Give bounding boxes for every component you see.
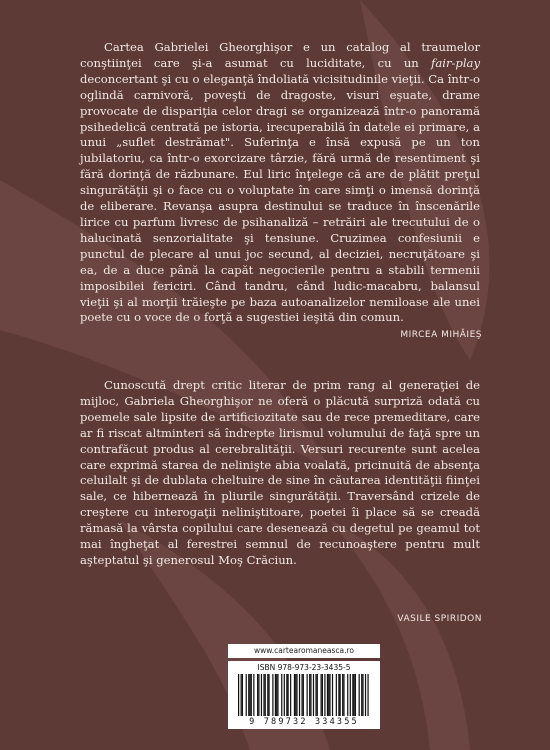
review-paragraph: [80, 40, 480, 326]
review-text-part: Cartea Gabrielei Gheorghişor e un catalog al traumelor conştiinţei care şi-a asumat cu luciditate, cu un: [80, 40, 480, 70]
isbn-label: ISBN 978-973-23-3435-5: [257, 663, 351, 672]
review-mihaies: [80, 40, 480, 326]
review-author-mihaies: MIRCEA MIHĂIEŞ: [400, 330, 482, 340]
review-spiridon: [80, 378, 480, 569]
review-text-part: deconcertant şi cu o eleganţă îndoliată vicisitudinile vieţii. Ca într-o oglindă carnivoră, poveşti de dragoste, visuri eşuate, drame provocate de dispariţia celor dragi se organizează într-o panoramă psihedelică centrată pe istoria, irecuperabilă în datele ei primare, a unui „suflet destrămat". Suferinţa e însă expusă pe un ton jubilatoriu, ca într-o exorcizare târzie, fără urmă de resentiment şi fără dorinţă de răzbunare. Eul liric înţelege că are de plătit preţul singurătăţii şi o face cu o voluptate în care simţi o imensă dorinţă de eliberare. Revanşa asupra destinului se traduce în înscenările lirice cu parfum livresc de psihanaliză – retrăiri ale trecutului de o halucinată senzorialitate şi tensiune. Cruzimea confesiunii e punctul de plecare al unui joc secund, al deciziei, necruţătoare şi ea, de a duce până la capăt negocierile pentru a stabili termenii imposibilei fericiri. Când tandru, când ludic-macabru, balansul vieţii şi al morţii trăieşte pe baza autoanalizelor nemiloase ale unei poete cu o voce de o forţă a sugestiei ieşită din comun.: [80, 71, 480, 325]
review-text-italic: fair-play: [431, 55, 480, 70]
barcode-icon: [238, 674, 370, 716]
review-author-spiridon: VASILE SPIRIDON: [397, 614, 482, 624]
barcode-digits: 9 789732 334355: [249, 717, 359, 727]
review-paragraph: Cunoscută drept critic literar de prim rang al generaţiei de mijloc, Gabriela Gheorghişor ne oferă o plăcută surpriză odată cu poemele sale lipsite de artificiozitate sau de rece premeditare, care ar fi riscat altminteri să îndrepte lirismul volumului de faţă spre un contrafăcut produs al cerebralităţii. Versuri recurente sunt acelea care exprimă starea de nelinişte abia voalată, pricinuită de absenţa celuilalt şi de dublata cheltuire de sine în căutarea identităţii fiinţei sale, ce hibernează în pliurile singurătăţii. Traversând crizele de creştere cu interogaţii neliniştitoare, poetei îi place să se creadă rămasă la vârsta copilului care desenează cu degetul pe geamul tot mai îngheţat al ferestrei semnul de recunoaştere pentru mult aşteptatul şi generosul Moş Crăciun.: [80, 378, 480, 567]
barcode-box: [228, 661, 380, 729]
publisher-website: www.cartearomaneasca.ro: [228, 644, 380, 658]
